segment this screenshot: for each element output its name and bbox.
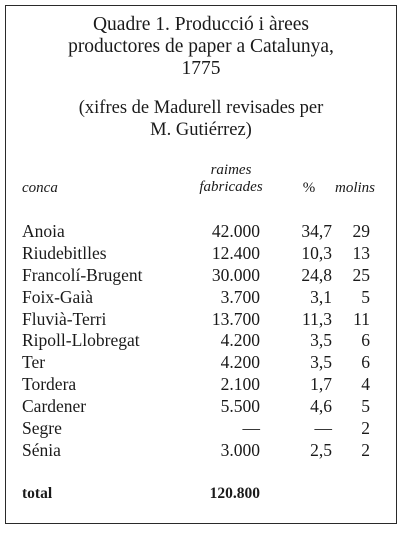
header-raimes [188, 162, 274, 196]
table-row [0, 352, 408, 374]
cell-raimes: 13.700 [211, 308, 260, 329]
table-row [0, 243, 408, 265]
subtitle-line: (xifres de Madurell revisades per [78, 98, 324, 118]
cell-conca: Ripoll-Llobregat [22, 330, 140, 351]
table-row [0, 309, 408, 331]
cell-molins: 4 [361, 374, 370, 395]
cell-conca: Tordera [22, 374, 77, 395]
cell-percent: 24,8 [301, 264, 332, 285]
table-row [0, 287, 408, 309]
cell-percent: 3,5 [310, 330, 332, 351]
table-title [5, 14, 397, 80]
table-subtitle [5, 97, 397, 141]
cell-raimes: 12.400 [211, 242, 260, 263]
cell-conca: Ter [22, 352, 46, 373]
cell-conca: Cardener [22, 396, 87, 417]
table-row [0, 265, 408, 287]
table-row [0, 374, 408, 396]
cell-percent: 3,5 [310, 352, 332, 373]
cell-conca: Fluvià-Terri [22, 308, 107, 329]
cell-conca: Foix-Gaià [22, 286, 93, 307]
cell-raimes: 30.000 [211, 264, 260, 285]
cell-conca: Segre [22, 418, 62, 439]
cell-percent: — [314, 418, 332, 439]
cell-molins: 13 [352, 242, 370, 263]
subtitle-line: M. Gutiérrez) [150, 120, 252, 140]
cell-percent: 1,7 [310, 374, 332, 395]
cell-percent: 11,3 [302, 308, 332, 329]
cell-raimes: 4.200 [220, 352, 260, 373]
title-line: productores de paper a Catalunya, [68, 36, 334, 57]
total-raimes: 120.800 [209, 485, 260, 502]
header-raimes-line2: fabricades [199, 179, 263, 195]
cell-raimes: 3.700 [220, 286, 260, 307]
table-row [0, 440, 408, 462]
cell-percent: 2,5 [310, 439, 332, 460]
header-molins: molins [334, 180, 375, 196]
title-line: Quadre 1. Producció i àrees [92, 14, 310, 35]
cell-molins: 11 [353, 308, 370, 329]
header-raimes-line1: raimes [210, 162, 252, 178]
table-row [0, 396, 408, 418]
cell-raimes: 2.100 [220, 374, 260, 395]
total-row [0, 484, 408, 504]
cell-molins: 29 [352, 221, 370, 241]
title-line: 1775 [181, 58, 221, 79]
cell-molins: 2 [361, 418, 370, 439]
cell-conca: Sénia [22, 439, 61, 460]
table-row [0, 330, 408, 352]
cell-molins: 2 [361, 439, 370, 460]
table-row [0, 418, 408, 440]
cell-molins: 5 [361, 286, 370, 307]
cell-conca: Francolí-Brugent [22, 264, 143, 285]
header-conca: conca [22, 180, 58, 196]
cell-conca: Anoia [22, 221, 65, 241]
cell-raimes: — [242, 418, 260, 439]
cell-percent: 4,6 [310, 396, 332, 417]
cell-molins: 25 [352, 264, 370, 285]
table-row [0, 221, 408, 243]
cell-percent: 10,3 [301, 242, 332, 263]
cell-raimes: 3.000 [220, 439, 260, 460]
header-percent: % [302, 180, 316, 196]
total-label: total [22, 485, 53, 502]
cell-conca: Riudebitlles [22, 242, 107, 263]
table-body [0, 221, 408, 462]
cell-raimes: 42.000 [211, 221, 260, 241]
cell-molins: 6 [361, 352, 370, 373]
cell-percent: 3,1 [310, 286, 332, 307]
cell-percent: 34,7 [301, 221, 332, 241]
cell-raimes: 4.200 [220, 330, 260, 351]
cell-molins: 6 [361, 330, 370, 351]
cell-raimes: 5.500 [220, 396, 260, 417]
cell-molins: 5 [361, 396, 370, 417]
